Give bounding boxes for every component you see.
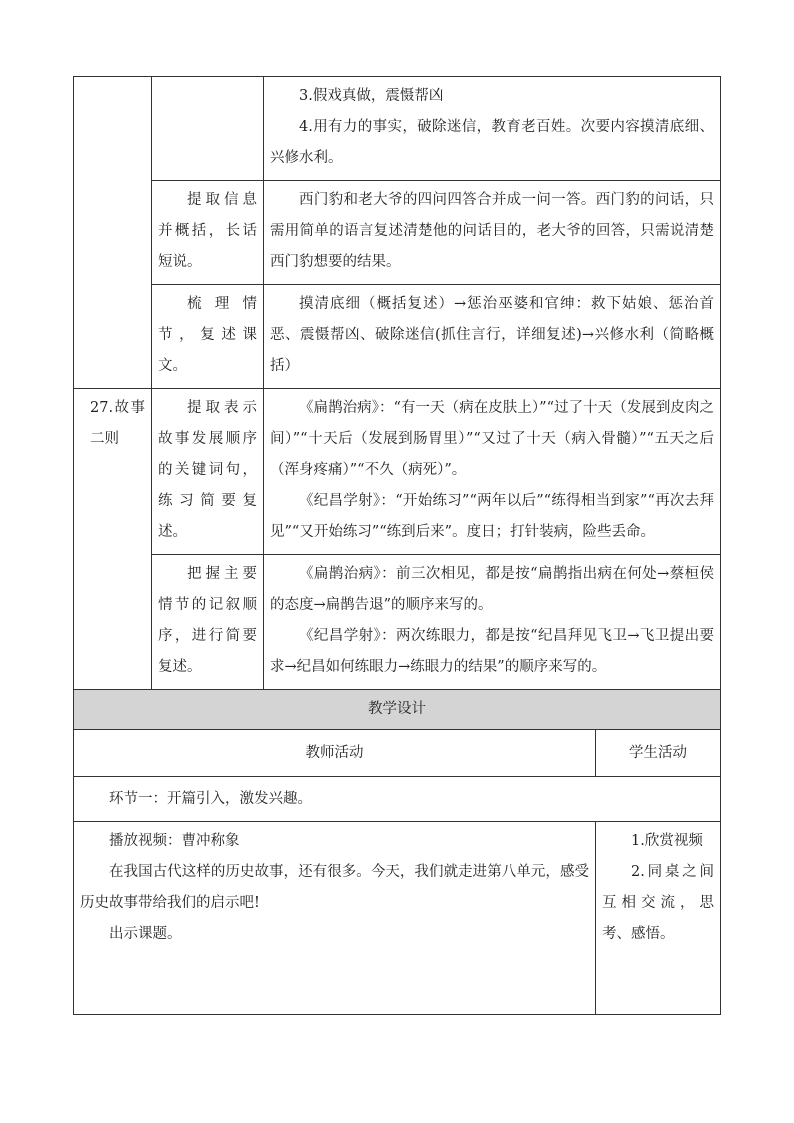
content-cell	[264, 555, 721, 690]
table-row	[74, 822, 721, 1015]
content-text: 西门豹和老大爷的四问四答合并成一问一答。西门豹的问话，只需用简单的语言复述清楚他的问话目的，老大爷的回答，只需说清楚西门豹想要的结果。	[270, 192, 714, 270]
goal-text: 提取信息并概括，长话短说。	[158, 192, 257, 270]
content-text: 《扁鹊治病》：前三次相见，都是按“扁鹊指出病在何处→蔡桓侯的态度→扁鹊告退”的顺序来写的。	[270, 566, 714, 613]
teaching-design-table	[73, 689, 721, 1015]
goal-cell-empty	[152, 77, 264, 181]
goal-cell	[152, 389, 264, 555]
goal-text: 把握主要情节的记叙顺序，进行简要复述。	[158, 566, 257, 675]
section-title: 教学设计	[74, 690, 721, 730]
table-row	[74, 777, 721, 822]
lesson-cell-empty	[74, 77, 152, 389]
content-text: 摸清底细（概括复述）→惩治巫婆和官绅：救下姑娘、惩治首恶、震慑帮凶、破除迷信(抓住言行，详细复述)→兴修水利（简略概括）	[270, 296, 714, 374]
teacher-line: 在我国古代这样的历史故事，还有很多。今天，我们就走进第八单元，感受历史故事带给我们的启示吧!	[80, 864, 589, 911]
lesson-goals-table	[73, 76, 721, 690]
table-row	[74, 555, 721, 690]
goal-text: 梳理情节，复述课文。	[158, 296, 257, 374]
lesson-cell	[74, 389, 152, 690]
teacher-line: 播放视频：曹冲称象	[109, 833, 240, 849]
table-row	[74, 285, 721, 389]
content-text: 《纪昌学射》：两次练眼力，都是按“纪昌拜见飞卫→飞卫提出要求→纪昌如何练眼力→练眼力的结果”的顺序来写的。	[270, 628, 714, 675]
content-cell	[264, 77, 721, 181]
student-line: 1.欣赏视频	[631, 833, 703, 849]
content-cell	[264, 389, 721, 555]
content-line: 3.假戏真做，震慑帮凶	[299, 88, 444, 104]
student-line: 2.同桌之间互相交流，思考、感悟。	[602, 864, 714, 942]
student-activity-cell	[596, 822, 721, 1015]
table-row	[74, 690, 721, 730]
document-page	[73, 76, 721, 1015]
content-line: 4.用有力的事实，破除迷信，教育老百姓。次要内容摸清底细、兴修水利。	[270, 119, 714, 166]
goal-text: 提取表示故事发展顺序的关键词句，练习简要复述。	[158, 400, 257, 540]
goal-cell	[152, 555, 264, 690]
goal-cell	[152, 181, 264, 285]
content-text: 《扁鹊治病》：“有一天（病在皮肤上）”“过了十天（发展到皮肉之间）”“十天后（发展到肠胃里）”“又过了十天（病入骨髓）”“五天之后（浑身疼痛）”“不久（病死）”。	[270, 400, 714, 478]
segment-title: 环节一：开篇引入，激发兴趣。	[109, 790, 312, 807]
table-row	[74, 389, 721, 555]
content-cell	[264, 285, 721, 389]
teacher-line: 出示课题。	[109, 926, 182, 942]
goal-cell	[152, 285, 264, 389]
table-row	[74, 730, 721, 777]
teacher-activity-cell	[74, 822, 596, 1015]
segment-row	[74, 777, 721, 822]
lesson-title: 27.故事二则	[90, 400, 145, 447]
student-activity-header: 学生活动	[596, 730, 721, 777]
teacher-activity-header: 教师活动	[74, 730, 596, 777]
content-text: 《纪昌学射》：“开始练习”“两年以后”“练得相当到家”“再次去拜见”“又开始练习”“练到后来”。度日；打针装病，险些丢命。	[270, 493, 714, 540]
table-row	[74, 77, 721, 181]
table-row	[74, 181, 721, 285]
content-cell	[264, 181, 721, 285]
